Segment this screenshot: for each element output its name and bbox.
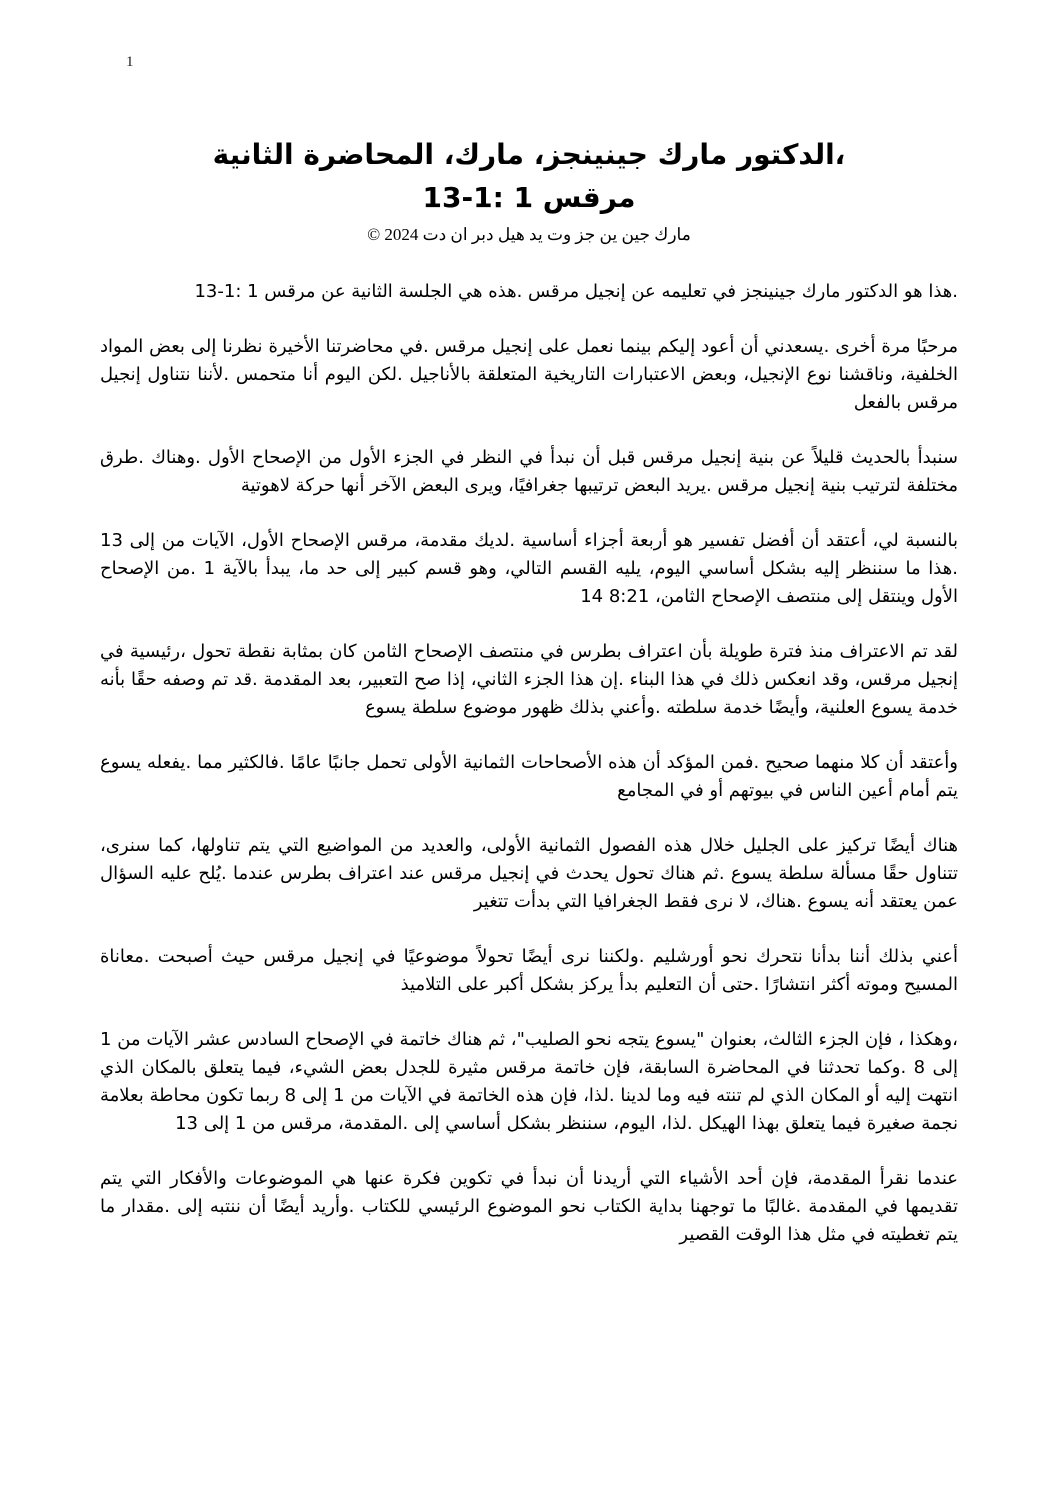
- lecture-title-line2: مرقس 1 :1-13: [422, 181, 636, 214]
- body-paragraph: بالنسبة لي، أعتقد أن أفضل تفسير هو أربعة أجزاء أساسية .لديك مقدمة، مرقس الإصحاح الأول، الآيات من إلى 13 .هذا ما سننظر إليه بشكل أساسي اليوم، يليه القسم التالي، وهو قسم كبير إلى حد ما، يبدأ بالآية 1 .من الإصحاح الأول وينتقل إلى منتصف الإصحاح الثامن، 8:21 14: [100, 530, 958, 607]
- body-paragraph: وأعتقد أن كلا منهما صحيح .فمن المؤكد أن هذه الأصحاحات الثمانية الأولى تحمل جانبًا عامًا .فالكثير مما .يفعله يسوع يتم أمام أعين الناس في بيوتهم أو في المجامع: [100, 752, 958, 801]
- document-header: [0, 0, 1058, 248]
- body-paragraph: سنبدأ بالحديث قليلاً عن بنية إنجيل مرقس قبل أن نبدأ في النظر في الجزء الأول من الإصحاح الأول .وهناك .طرق مختلفة لترتيب بنية إنجيل مرقس .يريد البعض ترتيبها جغرافيًا، ويرى البعض الآخر أنها حركة لاهوتية: [100, 447, 958, 496]
- page-number: 1: [126, 54, 134, 70]
- body-paragraph: عندما نقرأ المقدمة، فإن أحد الأشياء التي أريدنا أن نبدأ في تكوين فكرة عنها هي الموضوعات والأفكار التي يتم تقديمها في المقدمة .غالبًا ما توجهنا بداية الكتاب نحو الموضوع الرئيسي للكتاب .وأريد أيضًا أن ننتبه إلى .مقدار ما يتم تغطيته في مثل هذا الوقت القصير: [100, 1168, 958, 1245]
- body-paragraph: مرحبًا مرة أخرى .يسعدني أن أعود إليكم بينما نعمل على إنجيل مرقس .في محاضرتنا الأخيرة نظرنا إلى بعض المواد الخلفية، وناقشنا نوع الإنجيل، وبعض الاعتبارات التاريخية المتعلقة بالأناجيل .لكن اليوم أنا متحمس .لأننا نتناول إنجيل مرقس بالفعل: [100, 336, 958, 413]
- body-paragraph: أعني بذلك أننا بدأنا نتحرك نحو أورشليم .ولكننا نرى أيضًا تحولاً موضوعيًا في إنجيل مرقس حيث أصبحت .معاناة المسيح وموته أكثر انتشارًا .حتى أن التعليم بدأ يركز بشكل أكبر على التلاميذ: [100, 946, 958, 995]
- body-paragraph: لقد تم الاعتراف منذ فترة طويلة بأن اعتراف بطرس في منتصف الإصحاح الثامن كان بمثابة نقطة تحول ،رئيسية في إنجيل مرقس، وقد انعكس ذلك في هذا البناء .إن هذا الجزء الثاني، إذا صح التعبير، بعد المقدمة .قد تم وصفه حقًا بأنه خدمة يسوع العلنية، وأيضًا خدمة سلطته .وأعني بذلك ظهور موضوع سلطة يسوع: [100, 641, 958, 718]
- body-paragraph: ،وهكذا ، فإن الجزء الثالث، بعنوان "يسوع يتجه نحو الصليب"، ثم هناك خاتمة في الإصحاح السادس عشر الآيات من 1 إلى 8 .وكما تحدثنا في المحاضرة السابقة، فإن خاتمة مرقس مثيرة للجدل بعض الشيء، فيما يتعلق بالمكان الذي انتهت إليه أو المكان الذي لم تنته فيه وما لدينا .لذا، فإن هذه الخاتمة في الآيات من 1 إلى 8 ربما تكون محاطة بعلامة نجمة صغيرة فيما يتعلق بهذا الهيكل .لذا، اليوم، سننظر بشكل أساسي إلى .المقدمة، مرقس من 1 إلى 13: [100, 1029, 959, 1134]
- document-body: [100, 278, 958, 1249]
- body-paragraph: .هذا هو الدكتور مارك جينينجز في تعليمه عن إنجيل مرقس .هذه هي الجلسة الثانية عن مرقس 1 :1-13: [194, 281, 958, 302]
- lecture-title-line1: ،الدكتور مارك جينينجز، مارك، المحاضرة الثانية: [212, 138, 846, 171]
- copyright-line: مارك جين ين جز وت يد هيل دبر ان دت 2024 ©: [367, 225, 691, 244]
- body-paragraph: هناك أيضًا تركيز على الجليل خلال هذه الفصول الثمانية الأولى، والعديد من المواضيع التي يتم تناولها، كما سنرى، تتناول حقًا مسألة سلطة يسوع .ثم هناك تحول يحدث في إنجيل مرقس عند اعتراف بطرس عندما .يُلح عليه السؤال عمن يعتقد أنه يسوع .هناك، لا نرى فقط الجغرافيا التي بدأت تتغير: [100, 835, 958, 912]
